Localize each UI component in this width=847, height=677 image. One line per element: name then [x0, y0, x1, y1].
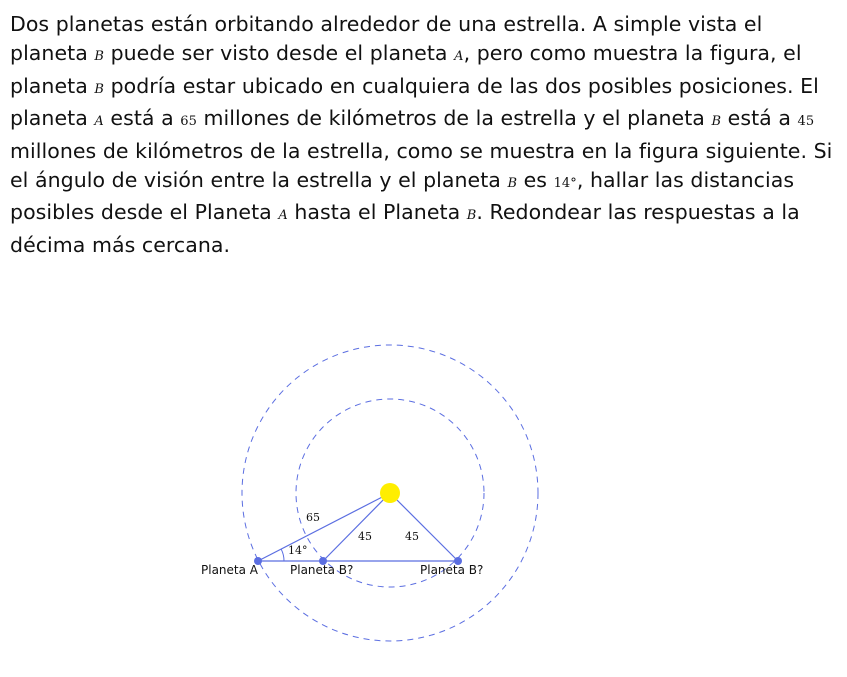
- variable-b: B: [466, 208, 477, 224]
- text-segment: millones de kilómetros de la estrella y el planeta: [196, 106, 712, 131]
- planet-b-label-1: Planeta B?: [290, 563, 354, 577]
- angle-label: 14°: [288, 544, 308, 557]
- text-segment: Dos planetas están orbitando alrededor de una estrella. A simple vista el planeta: [10, 12, 763, 66]
- text-segment: podría estar ubicado en cualquiera de las dos posibles posiciones. El planeta: [10, 73, 819, 131]
- text-segment: hasta el Planeta: [287, 200, 467, 225]
- variable-b: B: [94, 81, 105, 97]
- variable-a: A: [94, 114, 104, 130]
- variable-a: A: [278, 208, 288, 224]
- text-segment: , pero como muestra la figura, el planeta: [10, 41, 802, 98]
- text-segment: está a: [721, 106, 798, 131]
- planet-a-label: Planeta A: [201, 563, 258, 577]
- text-segment: está a: [103, 106, 181, 131]
- distance-label-65: 65: [306, 511, 320, 524]
- number-65: 65: [180, 114, 197, 130]
- planet-b-label-2: Planeta B?: [420, 563, 484, 577]
- text-segment: puede ser visto desde el planeta: [104, 41, 455, 66]
- line-star-to-b1: [323, 493, 390, 561]
- text-segment: millones de kilómetros de la estrella, como se muestra en la figura siguiente. Si el ángulo de visión entre la estrella y el planeta: [10, 138, 833, 193]
- angle-14: 14°: [553, 176, 577, 192]
- variable-a: A: [454, 49, 464, 65]
- number-45: 45: [797, 114, 815, 130]
- text-segment: es: [517, 168, 554, 193]
- line-a-to-star: [258, 493, 390, 561]
- text-segment: , hallar las distancias posibles desde el Planeta: [10, 168, 795, 225]
- variable-b: B: [507, 176, 518, 192]
- line-star-to-b2: [390, 493, 458, 561]
- variable-b: B: [94, 49, 105, 65]
- star: [380, 483, 400, 503]
- distance-label-45-right: 45: [405, 530, 419, 543]
- distance-label-45-left: 45: [358, 530, 372, 543]
- variable-b: B: [711, 114, 722, 130]
- text-segment: . Redondear las respuestas a la décima más cercana.: [10, 200, 800, 257]
- angle-arc: [281, 549, 284, 561]
